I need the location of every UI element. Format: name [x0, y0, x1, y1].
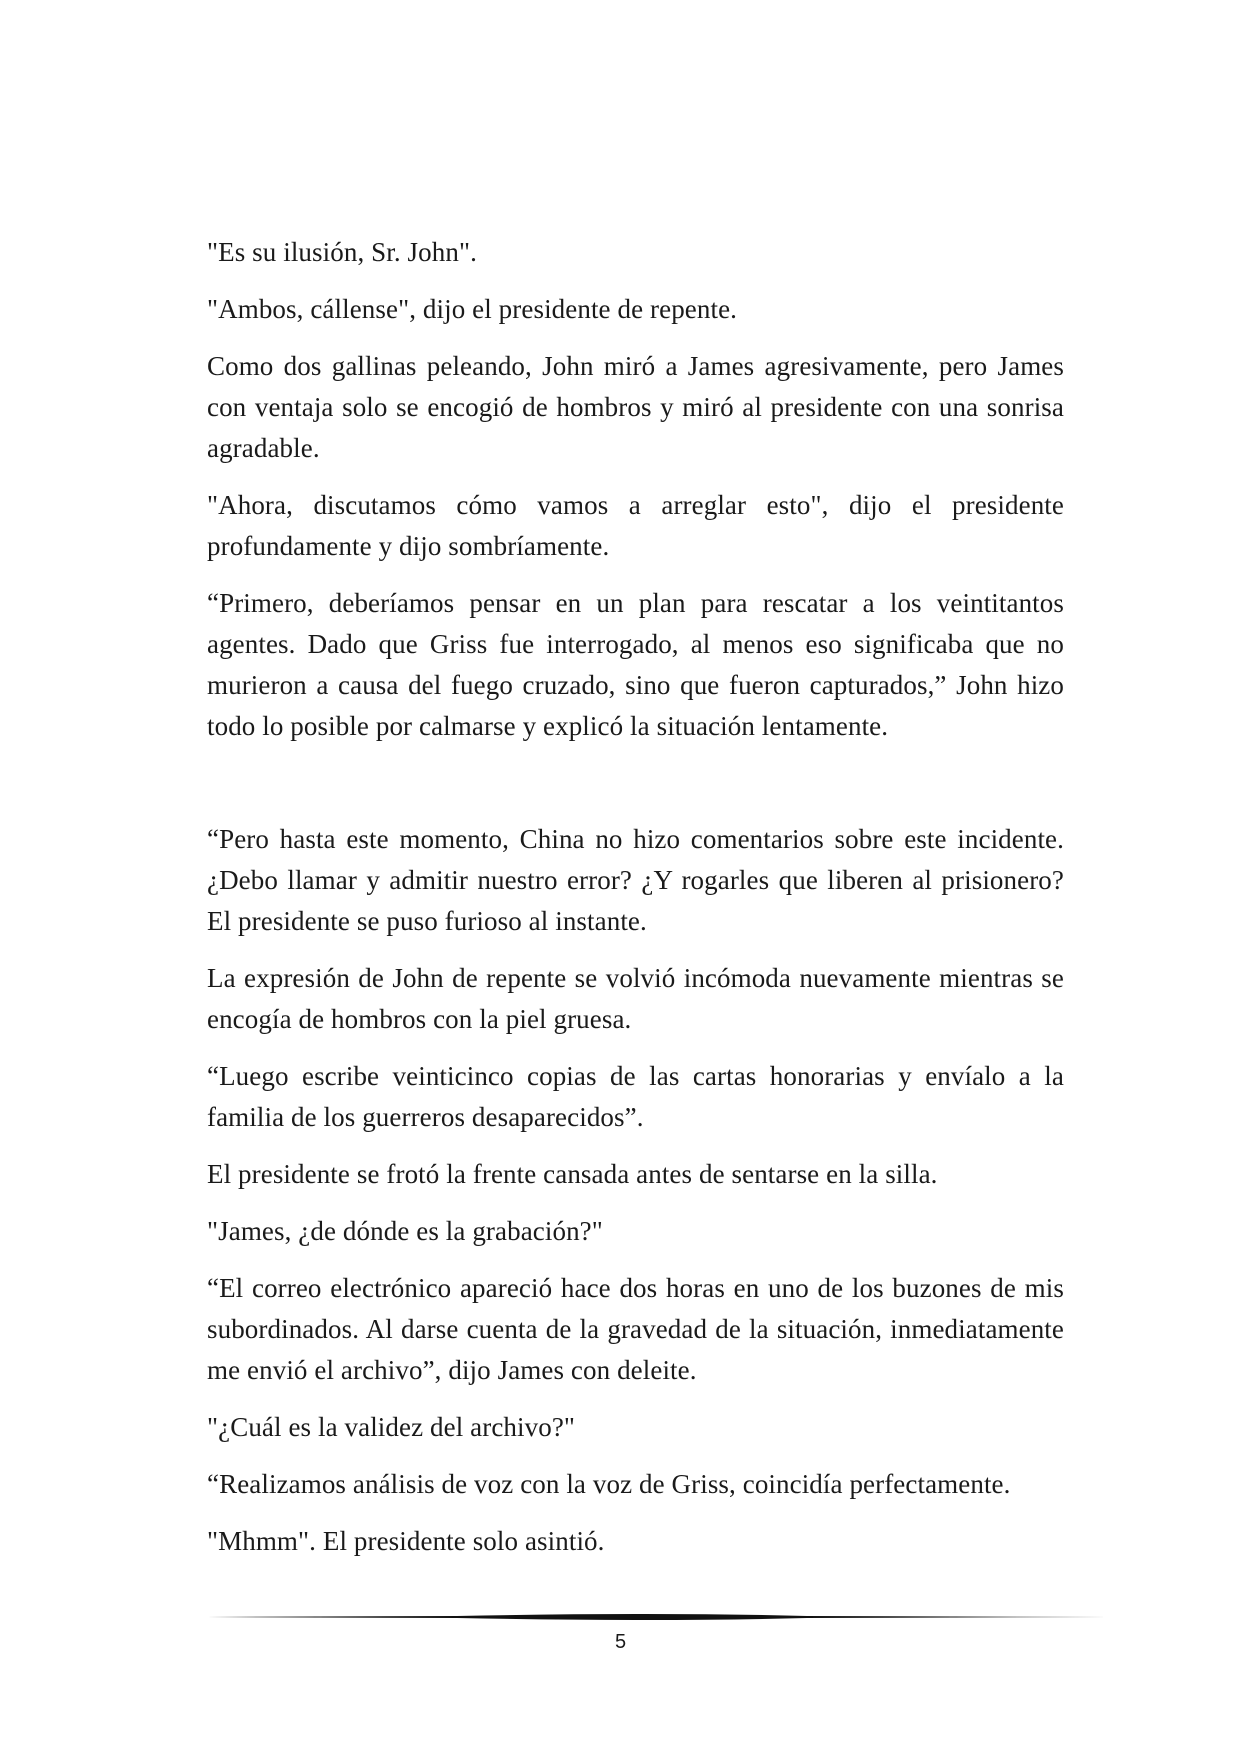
- paragraph-14: "Mhmm". El presidente solo asintió.: [207, 1526, 605, 1556]
- body-text: [207, 232, 1064, 1578]
- paragraph-11: “El correo electrónico apareció hace dos horas en uno de los buzones de mis subordinados. Al darse cuenta de la gravedad de la situación, inmediatamente me envió el archivo”, dijo James con deleite.: [207, 1273, 1064, 1385]
- paragraph-3: Como dos gallinas peleando, John miró a James agresivamente, pero James con ventaja solo se encogió de hombros y miró al presidente con una sonrisa agradable.: [207, 351, 1064, 463]
- footer-divider: [207, 1611, 1108, 1623]
- paragraph-13: “Realizamos análisis de voz con la voz de Griss, coincidía perfectamente.: [207, 1469, 1011, 1499]
- paragraph-5: “Primero, deberíamos pensar en un plan para rescatar a los veintitantos agentes. Dado que Griss fue interrogado, al menos eso significaba que no murieron a causa del fuego cruzado, sino que fueron capturados,” John hizo todo lo posible por calmarse y explicó la situación lentamente.: [207, 588, 1064, 741]
- paragraph-12: "¿Cuál es la validez del archivo?": [207, 1412, 576, 1442]
- paragraph-7: La expresión de John de repente se volvió incómoda nuevamente mientras se encogía de hombros con la piel gruesa.: [207, 963, 1064, 1034]
- paragraph-1: "Es su ilusión, Sr. John".: [207, 237, 477, 267]
- page-number: 5: [614, 1631, 627, 1653]
- paragraph-2: "Ambos, cállense", dijo el presidente de repente.: [207, 294, 738, 324]
- paragraph-9: El presidente se frotó la frente cansada antes de sentarse en la silla.: [207, 1159, 938, 1189]
- paragraph-10: "James, ¿de dónde es la grabación?": [207, 1216, 603, 1246]
- paragraph-6: “Pero hasta este momento, China no hizo comentarios sobre este incidente. ¿Debo llamar y admitir nuestro error? ¿Y rogarles que liberen al prisionero? El presidente se puso furioso al instante.: [207, 824, 1064, 936]
- paragraph-4: "Ahora, discutamos cómo vamos a arreglar esto", dijo el presidente profundamente y dijo sombríamente.: [207, 490, 1064, 561]
- paragraph-8: “Luego escribe veinticinco copias de las cartas honorarias y envíalo a la familia de los guerreros desaparecidos”.: [207, 1061, 1064, 1132]
